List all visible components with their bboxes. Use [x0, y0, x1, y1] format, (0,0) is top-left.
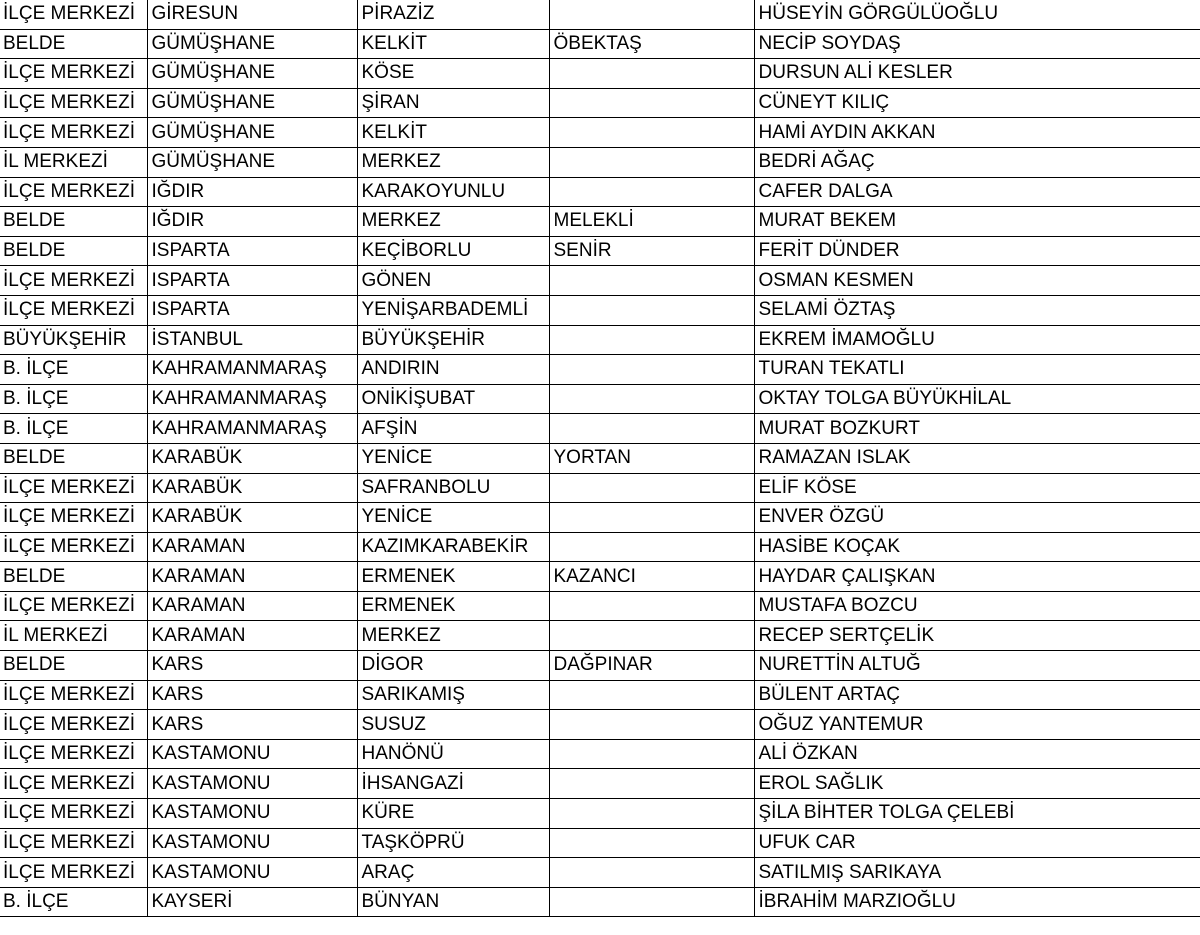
table-row: [0, 621, 1200, 651]
table-row: [0, 591, 1200, 621]
table-cell-type[interactable]: İLÇE MERKEZİ: [0, 532, 147, 562]
table-row: [0, 710, 1200, 740]
table-cell-province[interactable]: ISPARTA: [147, 266, 357, 296]
table-cell-town[interactable]: ÖBEKTAŞ: [549, 29, 754, 59]
table-cell-province[interactable]: İSTANBUL: [147, 325, 357, 355]
table-cell-mayor[interactable]: NECİP SOYDAŞ: [754, 29, 1200, 59]
table-row: [0, 651, 1200, 681]
table-cell-mayor[interactable]: HAMİ AYDIN AKKAN: [754, 118, 1200, 148]
table-cell-mayor[interactable]: ENVER ÖZGÜ: [754, 503, 1200, 533]
table-cell-district[interactable]: GÖNEN: [357, 266, 549, 296]
table-cell-mayor[interactable]: MURAT BOZKURT: [754, 414, 1200, 444]
table-cell-mayor[interactable]: BÜLENT ARTAÇ: [754, 680, 1200, 710]
table-cell-mayor[interactable]: HASİBE KOÇAK: [754, 532, 1200, 562]
table-row: [0, 887, 1200, 917]
table-cell-district[interactable]: TAŞKÖPRÜ: [357, 828, 549, 858]
table-cell-mayor[interactable]: ALİ ÖZKAN: [754, 739, 1200, 769]
table-cell-town[interactable]: [549, 591, 754, 621]
table-cell-district[interactable]: ONİKİŞUBAT: [357, 384, 549, 414]
table-cell-town[interactable]: [549, 680, 754, 710]
table-row: [0, 414, 1200, 444]
table-cell-mayor[interactable]: EROL SAĞLIK: [754, 769, 1200, 799]
table-cell-mayor[interactable]: NURETTİN ALTUĞ: [754, 651, 1200, 681]
table-cell-mayor[interactable]: RAMAZAN ISLAK: [754, 443, 1200, 473]
table-cell-province[interactable]: GÜMÜŞHANE: [147, 29, 357, 59]
table-cell-district[interactable]: MERKEZ: [357, 621, 549, 651]
table-cell-town[interactable]: [549, 739, 754, 769]
table-cell-district[interactable]: PİRAZİZ: [357, 0, 549, 29]
table-cell-district[interactable]: İHSANGAZİ: [357, 769, 549, 799]
table-row: [0, 266, 1200, 296]
table-cell-district[interactable]: BÜNYAN: [357, 887, 549, 917]
table-cell-type[interactable]: İLÇE MERKEZİ: [0, 0, 147, 29]
table-cell-type[interactable]: İLÇE MERKEZİ: [0, 769, 147, 799]
table-cell-town[interactable]: [549, 88, 754, 118]
table-row: [0, 680, 1200, 710]
table-cell-mayor[interactable]: OKTAY TOLGA BÜYÜKHİLAL: [754, 384, 1200, 414]
table-cell-mayor[interactable]: TURAN TEKATLI: [754, 355, 1200, 385]
table-cell-district[interactable]: MERKEZ: [357, 207, 549, 237]
table-cell-district[interactable]: MERKEZ: [357, 147, 549, 177]
table-cell-district[interactable]: KAZIMKARABEKİR: [357, 532, 549, 562]
table-cell-district[interactable]: ŞİRAN: [357, 88, 549, 118]
table-cell-mayor[interactable]: MUSTAFA BOZCU: [754, 591, 1200, 621]
table-cell-province[interactable]: GÜMÜŞHANE: [147, 59, 357, 89]
table-cell-province[interactable]: KARS: [147, 680, 357, 710]
table-cell-type[interactable]: B. İLÇE: [0, 355, 147, 385]
table-row: [0, 177, 1200, 207]
table-cell-mayor[interactable]: ŞİLA BİHTER TOLGA ÇELEBİ: [754, 799, 1200, 829]
table-cell-province[interactable]: ISPARTA: [147, 295, 357, 325]
table-cell-type[interactable]: İLÇE MERKEZİ: [0, 118, 147, 148]
table-cell-district[interactable]: BÜYÜKŞEHİR: [357, 325, 549, 355]
table-cell-province[interactable]: KAHRAMANMARAŞ: [147, 355, 357, 385]
table-cell-town[interactable]: DAĞPINAR: [549, 651, 754, 681]
table-cell-mayor[interactable]: CÜNEYT KILIÇ: [754, 88, 1200, 118]
table-cell-town[interactable]: [549, 325, 754, 355]
table-cell-type[interactable]: İLÇE MERKEZİ: [0, 59, 147, 89]
table-cell-type[interactable]: İLÇE MERKEZİ: [0, 828, 147, 858]
table-cell-town[interactable]: KAZANCI: [549, 562, 754, 592]
table-cell-district[interactable]: YENİCE: [357, 443, 549, 473]
table-cell-province[interactable]: KARS: [147, 651, 357, 681]
table-cell-town[interactable]: [549, 177, 754, 207]
table-cell-town[interactable]: [549, 147, 754, 177]
table-cell-province[interactable]: KAHRAMANMARAŞ: [147, 414, 357, 444]
table-cell-mayor[interactable]: CAFER DALGA: [754, 177, 1200, 207]
table-row: [0, 532, 1200, 562]
table-row: [0, 473, 1200, 503]
table-cell-district[interactable]: KARAKOYUNLU: [357, 177, 549, 207]
table-cell-province[interactable]: GİRESUN: [147, 0, 357, 29]
table-cell-town[interactable]: [549, 858, 754, 888]
table-cell-type[interactable]: BELDE: [0, 651, 147, 681]
table-cell-province[interactable]: GÜMÜŞHANE: [147, 88, 357, 118]
table-cell-mayor[interactable]: İBRAHİM MARZIOĞLU: [754, 887, 1200, 917]
table-cell-district[interactable]: ERMENEK: [357, 591, 549, 621]
table-cell-town[interactable]: YORTAN: [549, 443, 754, 473]
table-cell-mayor[interactable]: EKREM İMAMOĞLU: [754, 325, 1200, 355]
table-cell-type[interactable]: İLÇE MERKEZİ: [0, 88, 147, 118]
table-cell-mayor[interactable]: MURAT BEKEM: [754, 207, 1200, 237]
table-cell-district[interactable]: HANÖNÜ: [357, 739, 549, 769]
table-cell-town[interactable]: [549, 118, 754, 148]
table-cell-district[interactable]: YENİŞARBADEMLİ: [357, 295, 549, 325]
table-cell-type[interactable]: BELDE: [0, 562, 147, 592]
table-cell-town[interactable]: [549, 532, 754, 562]
table-cell-province[interactable]: KASTAMONU: [147, 858, 357, 888]
table-cell-type[interactable]: BELDE: [0, 236, 147, 266]
table-cell-province[interactable]: KASTAMONU: [147, 769, 357, 799]
table-cell-type[interactable]: B. İLÇE: [0, 384, 147, 414]
table-cell-district[interactable]: DİGOR: [357, 651, 549, 681]
table-cell-mayor[interactable]: SATILMIŞ SARIKAYA: [754, 858, 1200, 888]
table-cell-mayor[interactable]: HAYDAR ÇALIŞKAN: [754, 562, 1200, 592]
table-row: [0, 562, 1200, 592]
table-row: [0, 207, 1200, 237]
table-cell-town[interactable]: SENİR: [549, 236, 754, 266]
table-row: [0, 858, 1200, 888]
table-row: [0, 295, 1200, 325]
table-row: [0, 0, 1200, 29]
table-row: [0, 355, 1200, 385]
table-cell-mayor[interactable]: DURSUN ALİ KESLER: [754, 59, 1200, 89]
table-cell-type[interactable]: B. İLÇE: [0, 414, 147, 444]
table-cell-district[interactable]: ERMENEK: [357, 562, 549, 592]
table-cell-town[interactable]: [549, 384, 754, 414]
table-cell-town[interactable]: [549, 769, 754, 799]
table-cell-town[interactable]: [549, 0, 754, 29]
table-cell-type[interactable]: İLÇE MERKEZİ: [0, 266, 147, 296]
table-cell-town[interactable]: [549, 799, 754, 829]
table-cell-town[interactable]: [549, 710, 754, 740]
table-row: [0, 325, 1200, 355]
table-cell-district[interactable]: KELKİT: [357, 118, 549, 148]
table-cell-type[interactable]: İLÇE MERKEZİ: [0, 680, 147, 710]
table-cell-province[interactable]: KARAMAN: [147, 591, 357, 621]
table-row: [0, 236, 1200, 266]
table-cell-province[interactable]: KASTAMONU: [147, 799, 357, 829]
table-cell-province[interactable]: IĞDIR: [147, 207, 357, 237]
table-cell-type[interactable]: İLÇE MERKEZİ: [0, 799, 147, 829]
table-cell-type[interactable]: İLÇE MERKEZİ: [0, 591, 147, 621]
table-cell-type[interactable]: İLÇE MERKEZİ: [0, 295, 147, 325]
table-row: [0, 769, 1200, 799]
table-cell-type[interactable]: İLÇE MERKEZİ: [0, 710, 147, 740]
table-cell-district[interactable]: SARIKAMIŞ: [357, 680, 549, 710]
table-cell-town[interactable]: [549, 355, 754, 385]
table-row: [0, 59, 1200, 89]
table-row: [0, 739, 1200, 769]
table-cell-type[interactable]: İLÇE MERKEZİ: [0, 503, 147, 533]
table-cell-province[interactable]: KASTAMONU: [147, 828, 357, 858]
table-cell-district[interactable]: KÖSE: [357, 59, 549, 89]
table-row: [0, 118, 1200, 148]
table-cell-province[interactable]: KARAMAN: [147, 532, 357, 562]
table-cell-district[interactable]: SUSUZ: [357, 710, 549, 740]
table-cell-type[interactable]: İLÇE MERKEZİ: [0, 177, 147, 207]
table-cell-district[interactable]: KÜRE: [357, 799, 549, 829]
table-cell-type[interactable]: BÜYÜKŞEHİR: [0, 325, 147, 355]
table-cell-province[interactable]: IĞDIR: [147, 177, 357, 207]
table-cell-district[interactable]: ARAÇ: [357, 858, 549, 888]
table-cell-mayor[interactable]: UFUK CAR: [754, 828, 1200, 858]
table-cell-province[interactable]: KARABÜK: [147, 443, 357, 473]
table-cell-type[interactable]: BELDE: [0, 207, 147, 237]
table-cell-town[interactable]: [549, 503, 754, 533]
table-cell-province[interactable]: KARAMAN: [147, 621, 357, 651]
table-row: [0, 828, 1200, 858]
table-cell-province[interactable]: KARABÜK: [147, 473, 357, 503]
table-row: [0, 88, 1200, 118]
table-cell-mayor[interactable]: OĞUZ YANTEMUR: [754, 710, 1200, 740]
table-cell-province[interactable]: GÜMÜŞHANE: [147, 147, 357, 177]
table-cell-type[interactable]: İL MERKEZİ: [0, 147, 147, 177]
table-cell-town[interactable]: [549, 828, 754, 858]
table-cell-town[interactable]: [549, 266, 754, 296]
table-cell-district[interactable]: ANDIRIN: [357, 355, 549, 385]
table-row: [0, 147, 1200, 177]
table-cell-town[interactable]: [549, 295, 754, 325]
table-cell-province[interactable]: KARS: [147, 710, 357, 740]
table-cell-type[interactable]: İLÇE MERKEZİ: [0, 858, 147, 888]
table-cell-town[interactable]: [549, 59, 754, 89]
table-cell-mayor[interactable]: SELAMİ ÖZTAŞ: [754, 295, 1200, 325]
table-cell-type[interactable]: İLÇE MERKEZİ: [0, 473, 147, 503]
table-cell-mayor[interactable]: OSMAN KESMEN: [754, 266, 1200, 296]
table-cell-town[interactable]: [549, 621, 754, 651]
table-cell-type[interactable]: İL MERKEZİ: [0, 621, 147, 651]
table-row: [0, 384, 1200, 414]
table-cell-type[interactable]: İLÇE MERKEZİ: [0, 739, 147, 769]
table-cell-type[interactable]: BELDE: [0, 443, 147, 473]
table-row: [0, 443, 1200, 473]
table-cell-mayor[interactable]: HÜSEYİN GÖRGÜLÜOĞLU: [754, 0, 1200, 29]
table-cell-mayor[interactable]: RECEP SERTÇELİK: [754, 621, 1200, 651]
table-cell-province[interactable]: KAYSERİ: [147, 887, 357, 917]
table-cell-town[interactable]: [549, 473, 754, 503]
table-cell-province[interactable]: KAHRAMANMARAŞ: [147, 384, 357, 414]
table-cell-mayor[interactable]: FERİT DÜNDER: [754, 236, 1200, 266]
table-cell-province[interactable]: GÜMÜŞHANE: [147, 118, 357, 148]
table-cell-district[interactable]: YENİCE: [357, 503, 549, 533]
table-row: [0, 503, 1200, 533]
table-cell-type[interactable]: BELDE: [0, 29, 147, 59]
table-cell-district[interactable]: KEÇİBORLU: [357, 236, 549, 266]
table-cell-town[interactable]: [549, 414, 754, 444]
table-cell-province[interactable]: KARAMAN: [147, 562, 357, 592]
table-cell-province[interactable]: KARABÜK: [147, 503, 357, 533]
table-cell-district[interactable]: SAFRANBOLU: [357, 473, 549, 503]
table-cell-province[interactable]: ISPARTA: [147, 236, 357, 266]
table-row: [0, 29, 1200, 59]
table-cell-district[interactable]: AFŞİN: [357, 414, 549, 444]
table-cell-town[interactable]: MELEKLİ: [549, 207, 754, 237]
table-cell-mayor[interactable]: BEDRİ AĞAÇ: [754, 147, 1200, 177]
table-cell-type[interactable]: B. İLÇE: [0, 887, 147, 917]
table-cell-town[interactable]: [549, 887, 754, 917]
table-cell-province[interactable]: KASTAMONU: [147, 739, 357, 769]
table-row: [0, 799, 1200, 829]
table-cell-mayor[interactable]: ELİF KÖSE: [754, 473, 1200, 503]
table-cell-district[interactable]: KELKİT: [357, 29, 549, 59]
